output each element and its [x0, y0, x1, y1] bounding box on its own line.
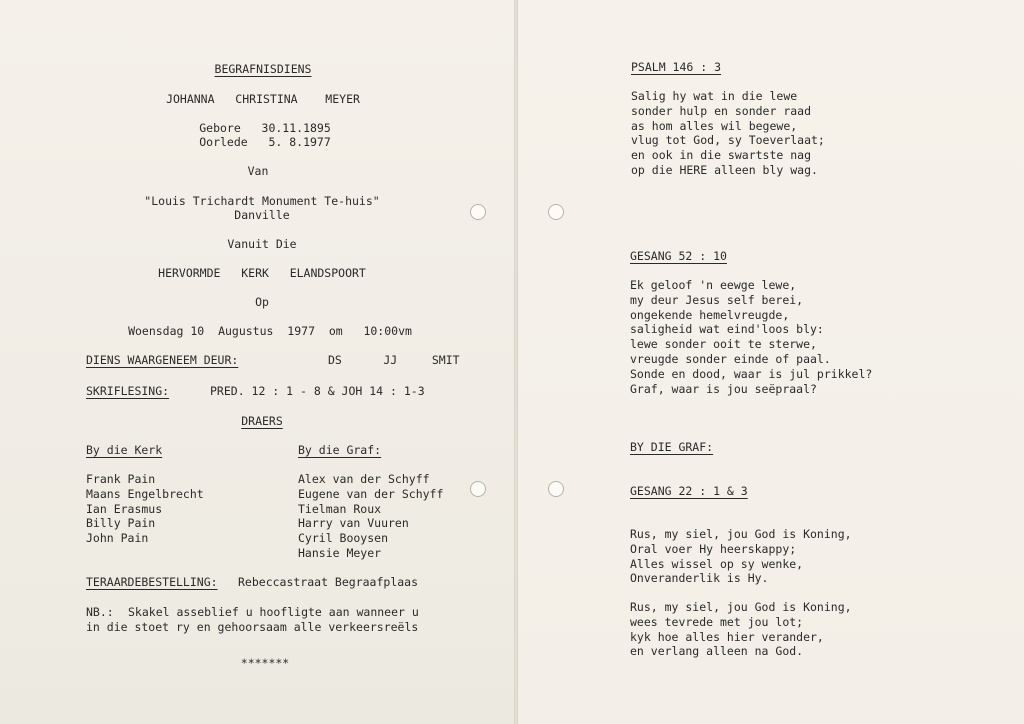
closing-stars: ******* — [240, 656, 290, 670]
list-item: Ian Erasmus — [86, 501, 163, 516]
burial-place: Rebeccastraat Begraafplaas — [238, 575, 419, 589]
psalm-title: PSALM 146 : 3 — [631, 60, 722, 74]
hymn-line: Oral voer Hy heerskappy; — [630, 541, 797, 556]
psalm-line: Salig hy wat in die lewe — [631, 89, 798, 103]
list-item: John Pain — [86, 531, 149, 546]
psalm-line: vlug tot God, sy Toeverlaat; — [631, 133, 825, 148]
grave-heading: BY DIE GRAF: — [630, 440, 714, 454]
list-item: Harry van Vuuren — [298, 516, 409, 531]
grave-bearers-title: By die Graf: — [298, 443, 382, 457]
deceased-name: JOHANNA CHRISTINA MEYER — [166, 92, 360, 106]
list-item: Tielman Roux — [298, 501, 382, 516]
hymn1-text — [630, 278, 872, 396]
punch-hole — [548, 481, 564, 497]
birth-date: Gebore 30.11.1895 — [199, 121, 331, 135]
hymn-line: lewe sonder ooit te sterwe, — [630, 337, 817, 352]
burial-label: TERAARDEBESTELLING: — [86, 575, 218, 589]
officiant-label: DIENS WAARGENEEM DEUR: — [86, 353, 239, 367]
hymn-line: en verlang alleen na God. — [630, 644, 804, 659]
grave-bearers-list — [298, 472, 443, 561]
hymn-line: wees tevrede met jou lot; — [630, 614, 804, 629]
list-item: Eugene van der Schyff — [298, 486, 444, 501]
hymn1-title: GESANG 52 : 10 — [630, 249, 727, 263]
hymn2-title: GESANG 22 : 1 & 3 — [630, 484, 748, 498]
home-name: "Louis Trichardt Monument Te-huis" — [144, 194, 380, 208]
note-label: NB.: — [86, 605, 114, 619]
hymn-line: Rus, my siel, jou God is Koning, — [630, 600, 852, 614]
list-item: Cyril Booysen — [298, 531, 389, 546]
hymn-line: Onveranderlik is Hy. — [630, 571, 769, 586]
reading-label: SKRIFLESING: — [86, 384, 170, 398]
psalm-line: en ook in die swartste nag — [631, 148, 812, 163]
hymn-line: Graf, waar is jou seëpraal? — [630, 381, 817, 396]
church-bearers-title: By die Kerk — [86, 443, 163, 457]
list-item: Frank Pain — [86, 472, 156, 486]
hymn-line: kyk hoe alles hier verander, — [630, 629, 824, 644]
reading-text: PRED. 12 : 1 - 8 & JOH 14 : 1-3 — [210, 384, 425, 398]
punch-hole — [470, 204, 486, 220]
list-item: Billy Pain — [86, 516, 156, 531]
psalm-line: as hom alles wil begewe, — [631, 118, 798, 133]
psalm-text — [631, 89, 825, 178]
psalm-line: op die HERE alleen bly wag. — [631, 162, 818, 177]
town-name: Danville — [234, 208, 290, 222]
hymn-line: Sonde en dood, waar is jul prikkel? — [630, 366, 873, 381]
church-bearers-list — [86, 472, 204, 546]
van-label: Van — [247, 164, 269, 178]
right-page — [518, 0, 1024, 724]
note-line-2: in die stoet ry en gehoorsaam alle verkeersreëls — [86, 620, 419, 634]
hymn-line: my deur Jesus self berei, — [630, 292, 804, 307]
note-line-1: Skakel asseblief u hoofligte aan wanneer u — [128, 605, 419, 619]
death-date: Oorlede 5. 8.1977 — [199, 135, 331, 149]
hymn-line: saligheid wat eind'loos bly: — [630, 322, 824, 337]
hymn-line: vreugde sonder einde of paal. — [630, 351, 831, 366]
op-label: Op — [255, 295, 269, 309]
hymn-line: Rus, my siel, jou God is Koning, — [630, 527, 852, 541]
vanuit-label: Vanuit Die — [227, 237, 297, 251]
list-item: Maans Engelbrecht — [86, 486, 204, 501]
hymn-line: Alles wissel op sy wenke, — [630, 556, 804, 571]
service-date: Woensdag 10 Augustus 1977 om 10:00vm — [128, 324, 412, 338]
punch-hole — [548, 204, 564, 220]
church-name: HERVORMDE KERK ELANDSPOORT — [158, 266, 366, 280]
hymn2-verse-2 — [630, 600, 852, 659]
list-item: Hansie Meyer — [298, 545, 382, 560]
list-item: Alex van der Schyff — [298, 472, 430, 486]
officiant-name: DS JJ SMIT — [328, 353, 460, 367]
service-title: BEGRAFNISDIENS — [214, 62, 312, 76]
psalm-line: sonder hulp en sonder raad — [631, 103, 812, 118]
hymn-line: ongekende hemelvreugde, — [630, 307, 790, 322]
hymn-line: Ek geloof 'n eewge lewe, — [630, 278, 797, 292]
hymn2-verse-1 — [630, 527, 852, 586]
punch-hole — [470, 481, 486, 497]
bearers-title: DRAERS — [241, 414, 283, 428]
